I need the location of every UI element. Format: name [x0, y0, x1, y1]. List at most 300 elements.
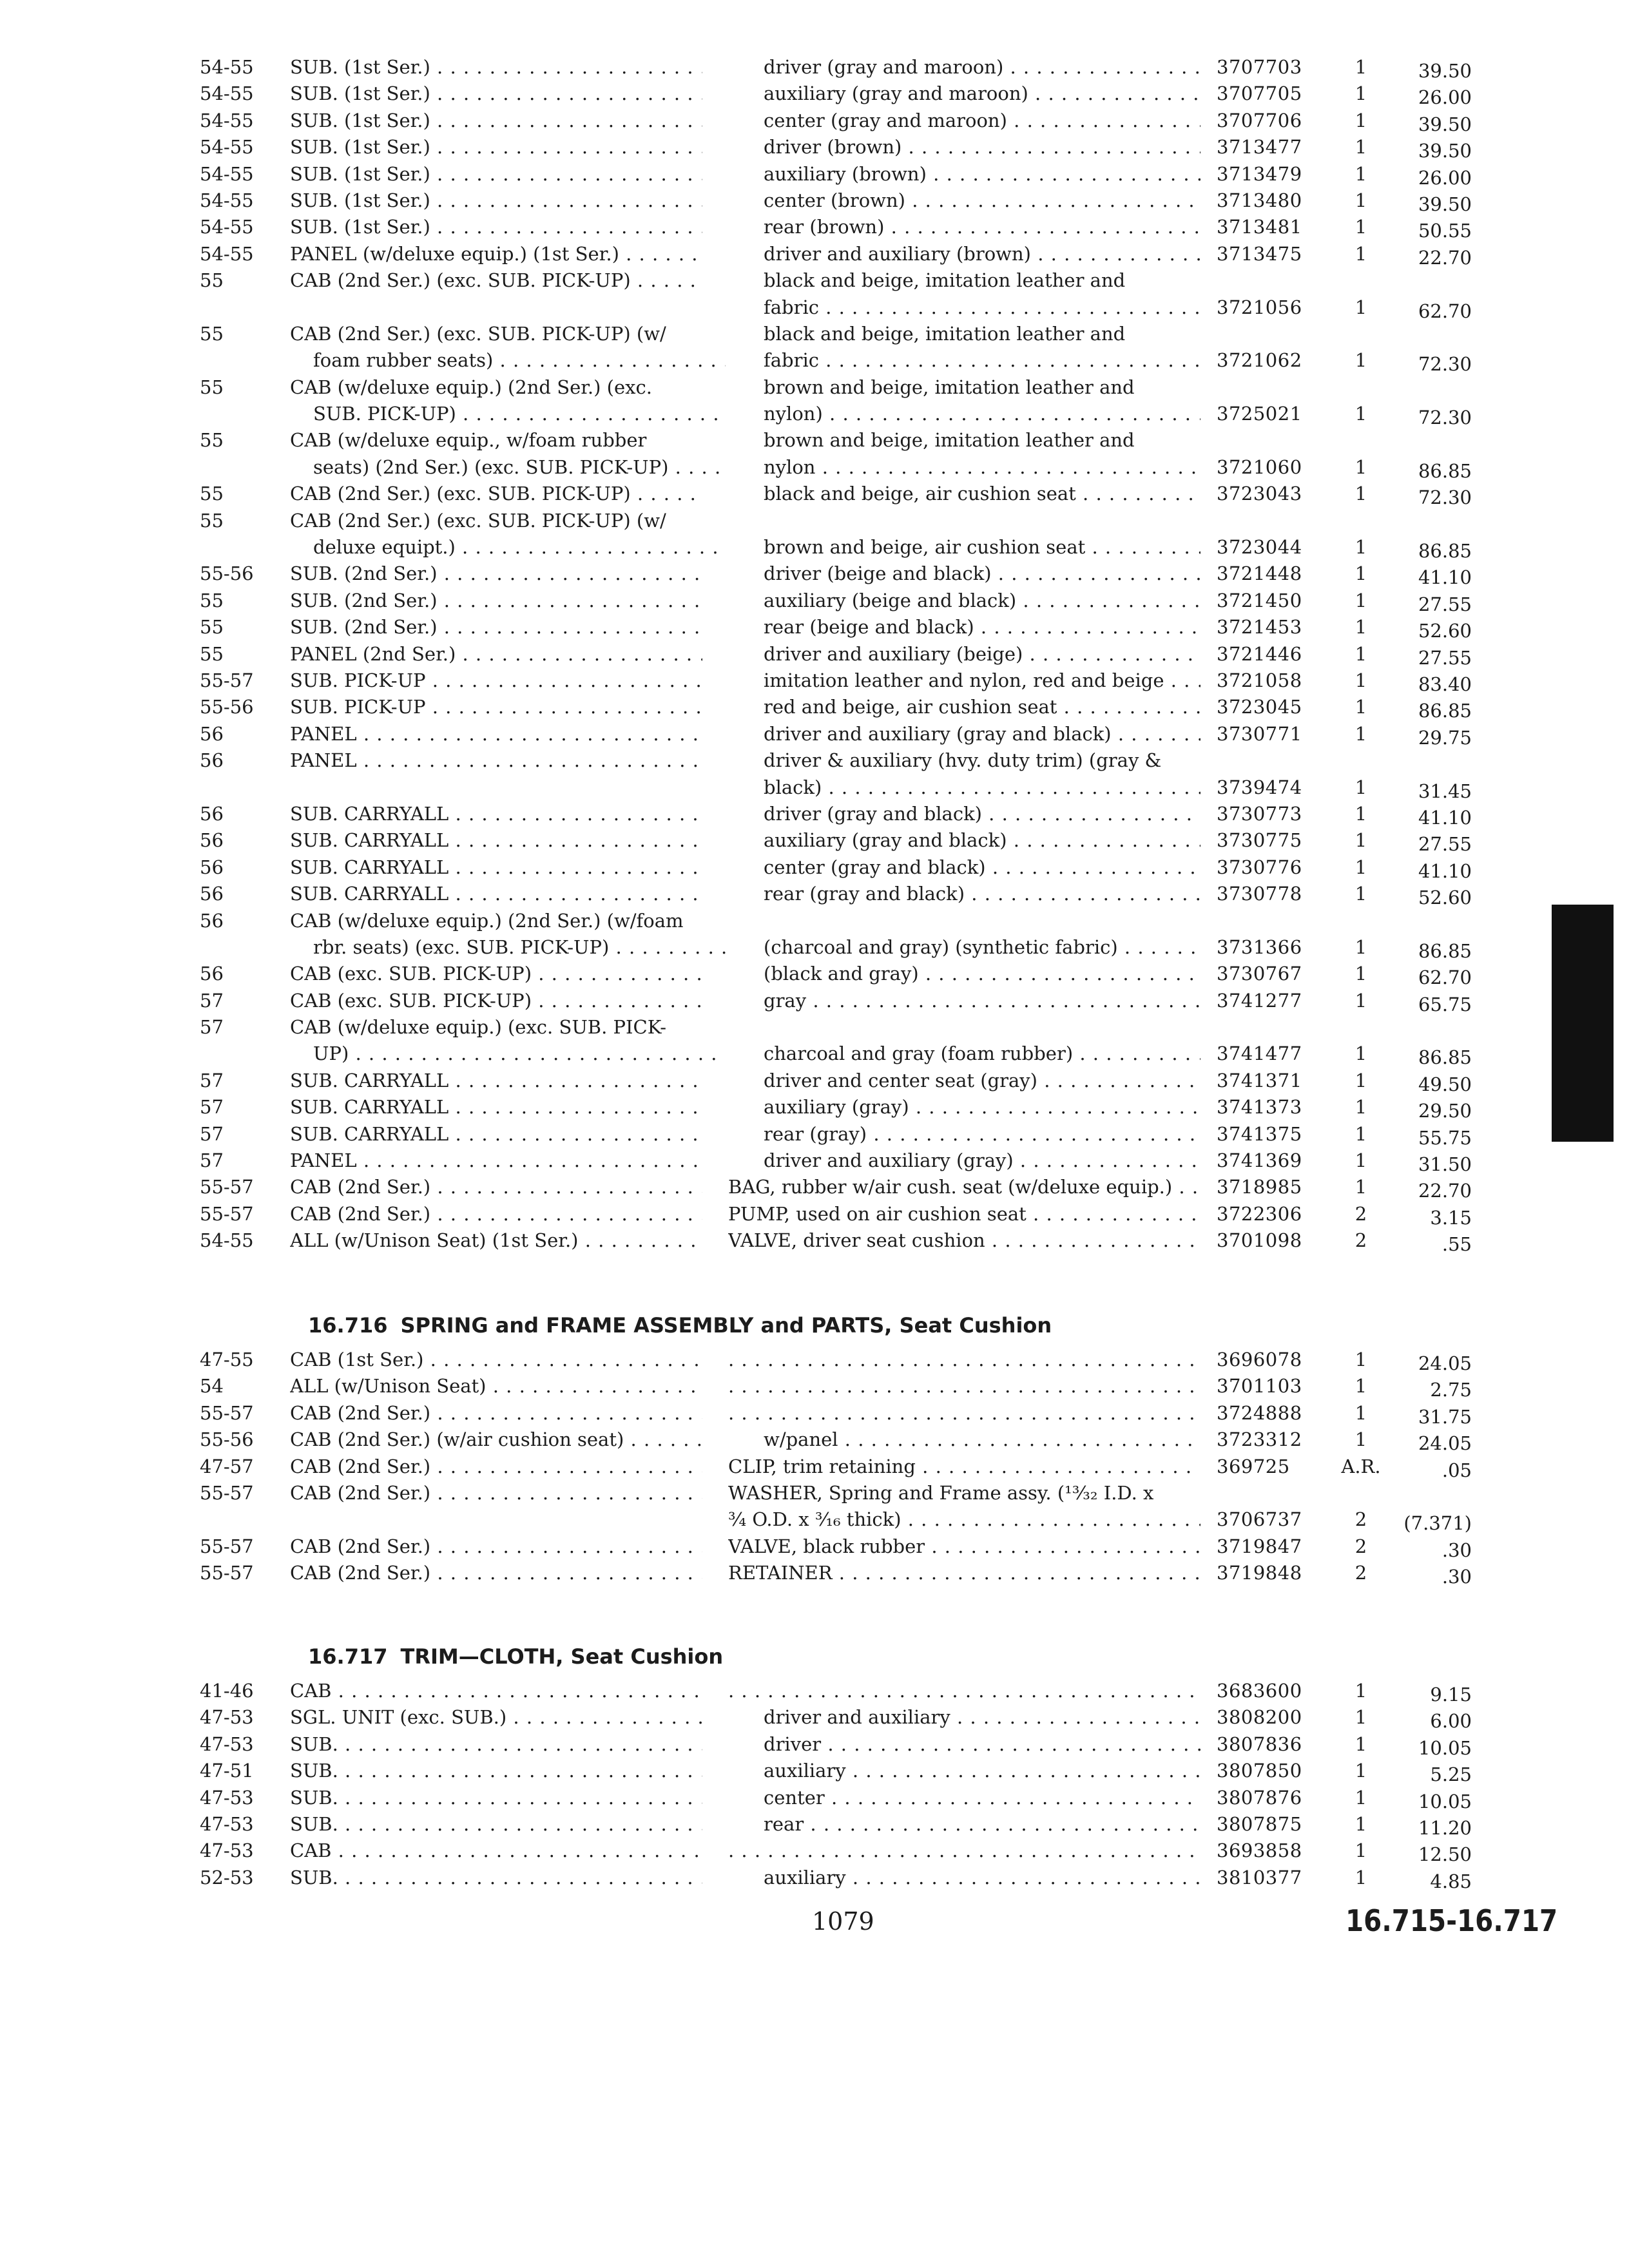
part-description: rear (beige and black) . . . — [728, 614, 1200, 640]
part-description: auxiliary . . . — [728, 1865, 1200, 1891]
part-description: VALVE, black rubber . . . — [728, 1533, 1200, 1560]
catalog-row — [0, 801, 1629, 827]
quantity: 2 — [1354, 1535, 1367, 1557]
model-name: CAB . . . — [290, 1838, 702, 1864]
part-description: driver (brown) . . . — [728, 134, 1200, 160]
catalog-row — [0, 1201, 1629, 1227]
model-name: ALL (w/Unison Seat) . . . — [290, 1373, 702, 1399]
model-name: SUB. (1st Ser.) . . . — [290, 108, 702, 134]
year-range: 57 — [200, 1069, 224, 1091]
price: 24.05 — [1418, 1352, 1472, 1374]
model-name: CAB (2nd Ser.) (exc. SUB. PICK-UP) (w/ — [290, 322, 666, 345]
year-range: 57 — [200, 1149, 224, 1172]
catalog-row — [0, 481, 1629, 507]
catalog-row — [0, 668, 1629, 694]
quantity: 1 — [1354, 963, 1367, 985]
model-name: SUB. (1st Ser.) . . . — [290, 81, 702, 107]
catalog-row — [0, 1704, 1629, 1731]
part-number: 3730771 — [1217, 722, 1302, 745]
model-name: CAB (w/deluxe equip.) (2nd Ser.) (exc. — [290, 376, 652, 398]
catalog-row — [0, 827, 1629, 854]
price: 3.15 — [1430, 1206, 1472, 1229]
quantity: 1 — [1354, 1149, 1367, 1172]
model-name: SUB. . . . — [290, 1865, 702, 1891]
model-name: SUB. . . . — [290, 1811, 702, 1838]
year-range: 47-53 — [200, 1706, 254, 1729]
part-description: w/panel . . . — [728, 1427, 1200, 1453]
part-number: 3707703 — [1217, 56, 1302, 78]
quantity: 1 — [1354, 1043, 1367, 1065]
catalog-row — [0, 1533, 1629, 1560]
model-name: CAB . . . — [290, 1678, 702, 1704]
model-name: CAB (2nd Ser.) (exc. SUB. PICK-UP) . . . — [290, 267, 702, 294]
model-name: SUB. (1st Ser.) . . . — [290, 161, 702, 187]
part-description: fabric . . . — [728, 347, 1200, 374]
catalog-row — [0, 1506, 1629, 1533]
part-description: charcoal and gray (foam rubber) . . . — [728, 1041, 1200, 1067]
year-range: 57 — [200, 1122, 224, 1145]
part-number: 3741371 — [1217, 1069, 1302, 1091]
part-description: black) . . . — [728, 774, 1200, 801]
model-name: PANEL . . . — [290, 747, 702, 774]
quantity: 1 — [1354, 56, 1367, 78]
year-range: 54-55 — [200, 109, 254, 131]
model-name: CAB (2nd Ser.) . . . — [290, 1533, 702, 1560]
year-range: 54-55 — [200, 189, 254, 211]
catalog-row — [0, 1480, 1629, 1506]
catalog-row — [0, 934, 1629, 961]
model-name: CAB (2nd Ser.) . . . — [290, 1560, 702, 1586]
part-description: rear (gray and black) . . . — [728, 881, 1200, 907]
part-number: 3723043 — [1217, 483, 1302, 505]
catalog-row — [0, 1427, 1629, 1453]
part-number: 3807836 — [1217, 1733, 1302, 1755]
part-number: 3741369 — [1217, 1149, 1302, 1172]
quantity: 1 — [1354, 1069, 1367, 1091]
part-description: red and beige, air cushion seat . . . — [728, 694, 1200, 720]
part-number: 3723312 — [1217, 1428, 1302, 1451]
year-range: 54-55 — [200, 82, 254, 105]
price: 86.85 — [1418, 1046, 1472, 1069]
year-range: 47-51 — [200, 1760, 254, 1782]
model-name: CAB (exc. SUB. PICK-UP) . . . — [290, 988, 702, 1014]
year-range: 57 — [200, 989, 224, 1012]
price: 72.30 — [1418, 353, 1472, 376]
price: .30 — [1441, 1566, 1472, 1588]
part-number: 3721453 — [1217, 616, 1302, 639]
year-range: 55 — [200, 429, 224, 452]
year-range: 55 — [200, 376, 224, 398]
part-description: driver and auxiliary (brown) . . . — [728, 241, 1200, 267]
year-range: 41-46 — [200, 1680, 254, 1702]
catalog-row — [0, 54, 1629, 81]
price: 86.85 — [1418, 939, 1472, 962]
model-name: SUB. CARRYALL . . . — [290, 801, 702, 827]
model-name: SUB. (1st Ser.) . . . — [290, 134, 702, 160]
part-number: 3807876 — [1217, 1786, 1302, 1809]
year-range: 57 — [200, 1016, 224, 1039]
part-description: black and beige, imitation leather and — [764, 269, 1126, 292]
price: 62.70 — [1418, 966, 1472, 989]
part-number: 3713480 — [1217, 189, 1302, 211]
price: 9.15 — [1430, 1684, 1472, 1706]
catalog-row — [0, 1785, 1629, 1811]
part-number: 3721448 — [1217, 562, 1302, 585]
model-name: CAB (2nd Ser.) (exc. SUB. PICK-UP) (w/ — [290, 509, 666, 532]
catalog-row — [0, 214, 1629, 240]
part-description: center (gray and black) . . . — [728, 854, 1200, 881]
catalog-row — [0, 721, 1629, 747]
catalog-row — [0, 374, 1629, 401]
catalog-row — [0, 187, 1629, 214]
catalog-row — [0, 641, 1629, 668]
part-description: auxiliary (gray and black) . . . — [728, 827, 1200, 854]
price: 86.85 — [1418, 540, 1472, 562]
part-description: center (gray and maroon) . . . — [728, 108, 1200, 134]
quantity: 1 — [1354, 1401, 1367, 1424]
trim-cloth-list — [0, 1678, 1629, 1891]
part-number: 3721060 — [1217, 456, 1302, 478]
part-description: rear (gray) . . . — [728, 1121, 1200, 1148]
price: 52.60 — [1418, 887, 1472, 909]
year-range: 55-56 — [200, 1428, 254, 1451]
part-number: 3721058 — [1217, 669, 1302, 691]
quantity: 1 — [1354, 349, 1367, 372]
year-range: 55-57 — [200, 1401, 254, 1424]
price: 22.70 — [1418, 246, 1472, 269]
quantity: 1 — [1354, 1122, 1367, 1145]
part-number: 3701103 — [1217, 1375, 1302, 1398]
catalog-row — [0, 134, 1629, 160]
quantity: 1 — [1354, 589, 1367, 611]
catalog-row — [0, 1148, 1629, 1174]
model-name: PANEL . . . — [290, 1148, 702, 1174]
year-range: 55-57 — [200, 1176, 254, 1198]
part-description: RETAINER . . . — [728, 1560, 1200, 1586]
quantity: 1 — [1354, 1680, 1367, 1702]
quantity: 1 — [1354, 1096, 1367, 1119]
year-range: 55 — [200, 483, 224, 505]
year-range: 56 — [200, 749, 224, 772]
year-range: 55 — [200, 616, 224, 639]
year-range: 55 — [200, 322, 224, 345]
section-number: 16.717 — [308, 1644, 388, 1669]
catalog-row — [0, 1014, 1629, 1041]
part-number: 3719847 — [1217, 1535, 1302, 1557]
quantity: 1 — [1354, 456, 1367, 478]
part-number: 3723044 — [1217, 536, 1302, 559]
catalog-row — [0, 508, 1629, 534]
model-name: SUB. CARRYALL . . . — [290, 1121, 702, 1148]
part-description: WASHER, Spring and Frame assy. (¹³⁄₃₂ I.D. x — [728, 1481, 1154, 1504]
model-name: PANEL . . . — [290, 721, 702, 747]
part-description: auxiliary (gray) . . . — [728, 1094, 1200, 1120]
year-range: 55-57 — [200, 1481, 254, 1504]
thumb-index-tab — [1552, 905, 1614, 1142]
price: 52.60 — [1418, 620, 1472, 642]
part-description: black and beige, imitation leather and — [764, 322, 1126, 345]
model-name: SUB. CARRYALL . . . — [290, 827, 702, 854]
part-number: 3810377 — [1217, 1866, 1302, 1888]
part-number: 3693858 — [1217, 1840, 1302, 1862]
section-title: TRIM—CLOTH, Seat Cushion — [400, 1644, 724, 1669]
model-name: CAB (2nd Ser.) (exc. SUB. PICK-UP) . . . — [290, 481, 702, 507]
part-number: 3713477 — [1217, 136, 1302, 159]
part-description: auxiliary (beige and black) . . . — [728, 588, 1200, 614]
price: 72.30 — [1418, 407, 1472, 429]
part-number: 3713475 — [1217, 242, 1302, 265]
price: 29.75 — [1418, 726, 1472, 749]
price: 11.20 — [1418, 1816, 1472, 1839]
catalog-row — [0, 108, 1629, 134]
quantity: 1 — [1354, 189, 1367, 211]
part-number: 3721062 — [1217, 349, 1302, 372]
part-description: driver & auxiliary (hvy. duty trim) (gray & — [764, 749, 1162, 772]
model-name: SUB. (1st Ser.) . . . — [290, 214, 702, 240]
model-name: SUB. CARRYALL . . . — [290, 881, 702, 907]
quantity: 2 — [1354, 1508, 1367, 1531]
price: 27.55 — [1418, 833, 1472, 856]
price: 6.00 — [1430, 1710, 1472, 1733]
part-number: 3706737 — [1217, 1508, 1302, 1531]
part-description — [728, 1400, 1200, 1427]
catalog-row — [0, 747, 1629, 774]
quantity: 1 — [1354, 989, 1367, 1012]
catalog-row — [0, 294, 1629, 321]
catalog-row — [0, 561, 1629, 587]
catalog-row — [0, 1400, 1629, 1427]
part-number: 3725021 — [1217, 403, 1302, 425]
model-name: PANEL (w/deluxe equip.) (1st Ser.) . . . — [290, 241, 702, 267]
year-range: 57 — [200, 1096, 224, 1119]
price: 41.10 — [1418, 566, 1472, 589]
catalog-row — [0, 1227, 1629, 1254]
part-description: driver and auxiliary (beige) . . . — [728, 641, 1200, 668]
part-description: black and beige, air cushion seat . . . — [728, 481, 1200, 507]
section-heading — [308, 1313, 1052, 1338]
part-description: rear . . . — [728, 1811, 1200, 1838]
model-name: SUB. PICK-UP . . . — [290, 668, 702, 694]
year-range: 55 — [200, 589, 224, 611]
part-description: driver (gray and black) . . . — [728, 801, 1200, 827]
catalog-row — [0, 1758, 1629, 1784]
catalog-row — [0, 454, 1629, 481]
quantity: 1 — [1354, 483, 1367, 505]
part-description: rear (brown) . . . — [728, 214, 1200, 240]
quantity: 1 — [1354, 109, 1367, 131]
price: 83.40 — [1418, 673, 1472, 695]
spring-frame-list — [0, 1347, 1629, 1587]
model-name: seats) (2nd Ser.) (exc. SUB. PICK-UP) . . . — [290, 454, 726, 481]
quantity: 1 — [1354, 642, 1367, 665]
seat-cushion-list — [0, 54, 1629, 1254]
price: 27.55 — [1418, 646, 1472, 669]
model-name: CAB (w/deluxe equip.) (2nd Ser.) (w/foam — [290, 909, 684, 932]
year-range: 56 — [200, 963, 224, 985]
price: .05 — [1441, 1459, 1472, 1481]
part-number: 3730767 — [1217, 963, 1302, 985]
model-name: CAB (2nd Ser.) . . . — [290, 1174, 702, 1200]
price: 22.70 — [1418, 1180, 1472, 1202]
price: 39.50 — [1418, 113, 1472, 135]
part-number: 3741477 — [1217, 1043, 1302, 1065]
quantity: 1 — [1354, 562, 1367, 585]
price: 72.30 — [1418, 486, 1472, 509]
quantity: 1 — [1354, 883, 1367, 905]
quantity: 1 — [1354, 242, 1367, 265]
part-description — [728, 1347, 1200, 1373]
part-number: 3724888 — [1217, 1401, 1302, 1424]
catalog-row — [0, 1094, 1629, 1120]
price: 62.70 — [1418, 300, 1472, 322]
quantity: 1 — [1354, 296, 1367, 318]
catalog-row — [0, 1454, 1629, 1480]
model-name: SUB. CARRYALL . . . — [290, 1068, 702, 1094]
year-range: 54-55 — [200, 216, 254, 238]
year-range: 47-53 — [200, 1840, 254, 1862]
catalog-row — [0, 161, 1629, 187]
part-number: 3721056 — [1217, 296, 1302, 318]
year-range: 47-57 — [200, 1455, 254, 1477]
model-name: SUB. . . . — [290, 1731, 702, 1758]
quantity: 1 — [1354, 136, 1367, 159]
part-number: 369725 — [1217, 1455, 1290, 1477]
price: 39.50 — [1418, 60, 1472, 82]
part-number: 3707706 — [1217, 109, 1302, 131]
quantity: 1 — [1354, 1812, 1367, 1835]
model-name: deluxe equipt.) . . . — [290, 534, 726, 561]
price: 2.75 — [1430, 1379, 1472, 1401]
page-number: 1079 — [812, 1907, 874, 1936]
year-range: 55-57 — [200, 1535, 254, 1557]
price: 31.45 — [1418, 780, 1472, 802]
model-name: ALL (w/Unison Seat) (1st Ser.) . . . — [290, 1227, 702, 1254]
model-name: SUB. (2nd Ser.) . . . — [290, 614, 702, 640]
catalog-row — [0, 1560, 1629, 1586]
quantity: 1 — [1354, 936, 1367, 958]
catalog-row — [0, 881, 1629, 907]
price: 86.85 — [1418, 700, 1472, 722]
catalog-row — [0, 1373, 1629, 1399]
quantity: 1 — [1354, 1866, 1367, 1888]
quantity: 1 — [1354, 82, 1367, 105]
part-description — [728, 1838, 1200, 1864]
part-number: 3683600 — [1217, 1680, 1302, 1702]
price: 50.55 — [1418, 220, 1472, 242]
model-name: SUB. (2nd Ser.) . . . — [290, 588, 702, 614]
price: 29.50 — [1418, 1100, 1472, 1122]
part-number: 3741373 — [1217, 1096, 1302, 1119]
part-description: driver and auxiliary . . . — [728, 1704, 1200, 1731]
model-name: CAB (2nd Ser.) (w/air cushion seat) . . . — [290, 1427, 702, 1453]
model-name: CAB (2nd Ser.) . . . — [290, 1454, 702, 1480]
part-description: ¾ O.D. x ³⁄₁₆ thick) . . . — [728, 1506, 1200, 1533]
year-range: 56 — [200, 856, 224, 878]
price: 4.85 — [1430, 1870, 1472, 1892]
catalog-row — [0, 1121, 1629, 1148]
quantity: 1 — [1354, 403, 1367, 425]
part-number: 3808200 — [1217, 1706, 1302, 1729]
year-range: 54-55 — [200, 56, 254, 78]
part-description: (charcoal and gray) (synthetic fabric) . . . — [728, 934, 1200, 961]
catalog-row — [0, 321, 1629, 347]
quantity: 2 — [1354, 1562, 1367, 1584]
year-range: 55-57 — [200, 1562, 254, 1584]
price: 39.50 — [1418, 193, 1472, 215]
year-range: 56 — [200, 883, 224, 905]
year-range: 55-57 — [200, 1202, 254, 1225]
model-name: SUB. (1st Ser.) . . . — [290, 54, 702, 81]
model-name: SUB. (2nd Ser.) . . . — [290, 561, 702, 587]
part-description: auxiliary (brown) . . . — [728, 161, 1200, 187]
part-description: driver (beige and black) . . . — [728, 561, 1200, 587]
year-range: 55-56 — [200, 696, 254, 718]
part-description: center (brown) . . . — [728, 187, 1200, 214]
year-range: 54-55 — [200, 242, 254, 265]
section-heading — [308, 1644, 723, 1669]
part-number: 3730775 — [1217, 829, 1302, 852]
year-range: 47-53 — [200, 1733, 254, 1755]
price: 27.55 — [1418, 593, 1472, 615]
quantity: 1 — [1354, 802, 1367, 825]
quantity: 2 — [1354, 1202, 1367, 1225]
price: 26.00 — [1418, 86, 1472, 109]
section-range: 16.715-16.717 — [1345, 1903, 1558, 1938]
year-range: 47-55 — [200, 1349, 254, 1370]
part-number: 3731366 — [1217, 936, 1302, 958]
quantity: 1 — [1354, 1349, 1367, 1370]
catalog-row — [0, 908, 1629, 934]
price: 10.05 — [1418, 1790, 1472, 1812]
catalog-row — [0, 1731, 1629, 1758]
part-description: CLIP, trim retaining . . . — [728, 1454, 1200, 1480]
quantity: 1 — [1354, 162, 1367, 185]
catalog-row — [0, 1811, 1629, 1838]
price: (7.371) — [1403, 1512, 1472, 1535]
quantity: 1 — [1354, 1428, 1367, 1451]
model-name: CAB (exc. SUB. PICK-UP) . . . — [290, 961, 702, 987]
part-description: imitation leather and nylon, red and beige . . . — [728, 668, 1200, 694]
part-number: 3730776 — [1217, 856, 1302, 878]
year-range: 54 — [200, 1375, 224, 1398]
catalog-row — [0, 241, 1629, 267]
model-name: CAB (1st Ser.) . . . — [290, 1347, 702, 1373]
model-name: CAB (2nd Ser.) . . . — [290, 1201, 702, 1227]
quantity: 1 — [1354, 696, 1367, 718]
quantity: 1 — [1354, 616, 1367, 639]
quantity: 1 — [1354, 776, 1367, 798]
part-number: 3739474 — [1217, 776, 1302, 798]
price: .30 — [1441, 1539, 1472, 1561]
price: 41.10 — [1418, 806, 1472, 829]
part-description — [728, 1678, 1200, 1704]
part-description: brown and beige, imitation leather and — [764, 376, 1135, 398]
year-range: 54-55 — [200, 1229, 254, 1252]
part-number: 3719848 — [1217, 1562, 1302, 1584]
part-number: 3701098 — [1217, 1229, 1302, 1252]
catalog-row — [0, 1865, 1629, 1891]
section-title: SPRING and FRAME ASSEMBLY and PARTS, Seat Cushion — [400, 1313, 1052, 1338]
part-description: nylon) . . . — [728, 401, 1200, 427]
model-name: CAB (w/deluxe equip., w/foam rubber — [290, 429, 647, 452]
part-number: 3723045 — [1217, 696, 1302, 718]
catalog-row — [0, 1838, 1629, 1864]
section-number: 16.716 — [308, 1313, 388, 1338]
year-range: 56 — [200, 802, 224, 825]
year-range: 55-56 — [200, 562, 254, 585]
catalog-row — [0, 854, 1629, 881]
part-number: 3718985 — [1217, 1176, 1302, 1198]
